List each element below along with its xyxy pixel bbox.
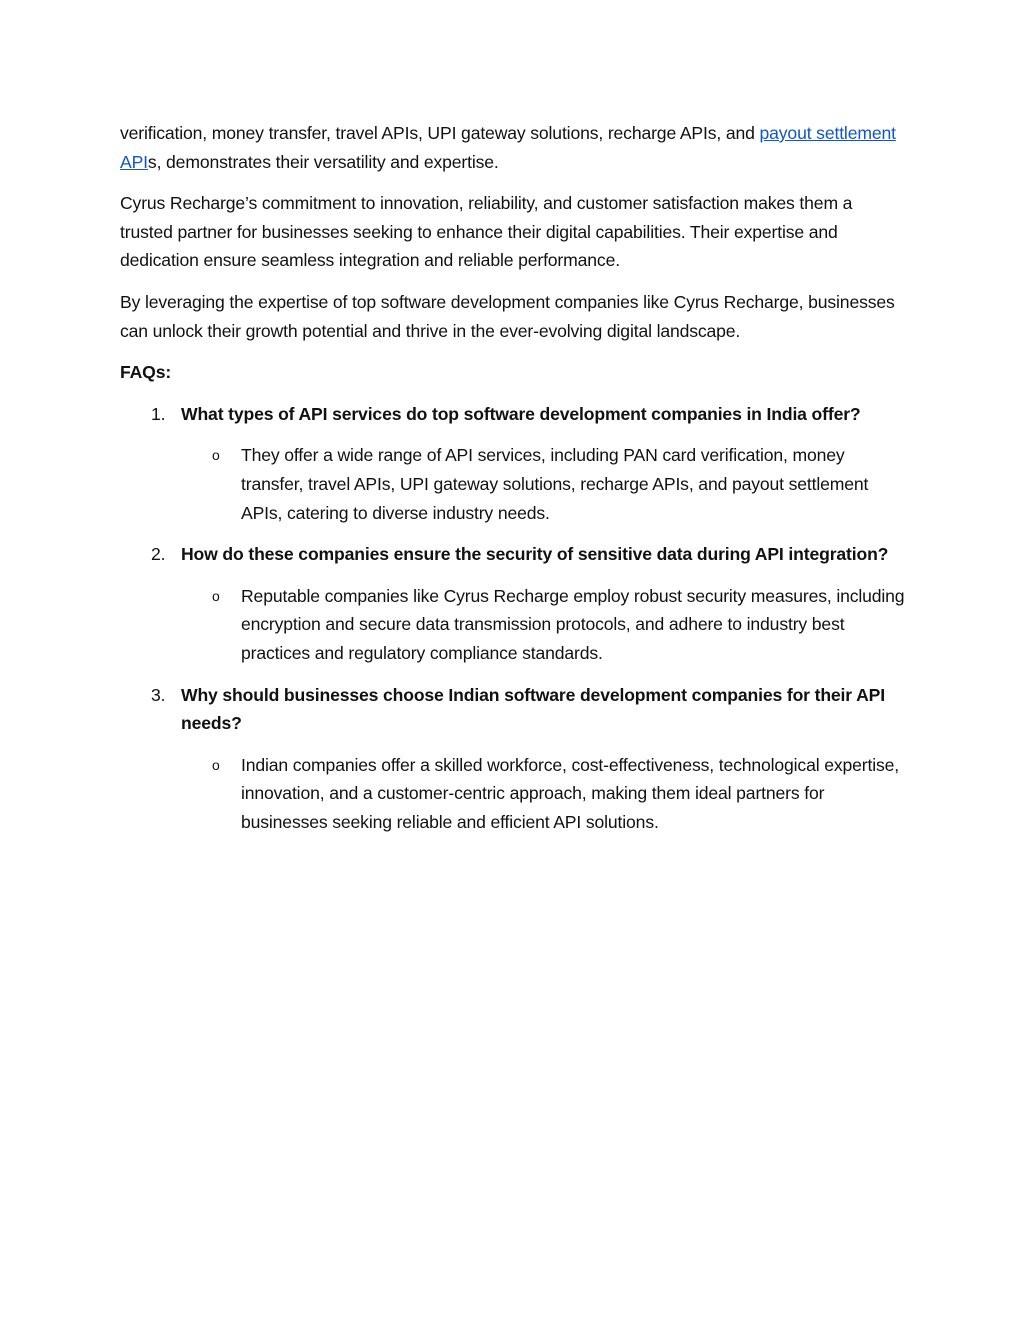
faq-answer-2 xyxy=(120,582,906,668)
faq-number-3: 3. xyxy=(151,684,166,705)
bullet-icon: o xyxy=(212,756,220,773)
faq-answer-1 xyxy=(120,441,906,527)
document-body xyxy=(120,119,906,849)
faq-list xyxy=(120,400,906,837)
leveraging-paragraph: By leveraging the expertise of top software development companies like Cyrus Recharge, businesses can unlock their growth potential and thrive in the ever-evolving digital landscape. xyxy=(120,291,895,341)
faq-answer-3 xyxy=(120,751,906,837)
faq-number-1: 1. xyxy=(151,403,166,424)
faq-answer-text-2: Reputable companies like Cyrus Recharge employ robust security measures, including encryption and secure data transmission protocols, and adhere to industry best practices and regulatory compliance standards. xyxy=(241,585,905,663)
bullet-icon: o xyxy=(212,587,220,604)
faq-answer-text-1: They offer a wide range of API services, including PAN card verification, money transfer, travel APIs, UPI gateway solutions, recharge APIs, and payout settlement APIs, catering to diverse industry needs. xyxy=(241,445,869,523)
intro-text-before-link: verification, money transfer, travel APIs, UPI gateway solutions, recharge APIs, and xyxy=(120,123,760,143)
bullet-icon: o xyxy=(212,447,220,464)
faq-answer-text-3: Indian companies offer a skilled workforce, cost-effectiveness, technological expertise, innovation, and a customer-centric approach, making them ideal partners for businesses seeking reliable and efficient API solutions. xyxy=(241,754,899,832)
intro-paragraph xyxy=(120,119,906,176)
faq-number-2: 2. xyxy=(151,544,166,565)
faq-question-text-3: Why should businesses choose Indian software development companies for their API needs? xyxy=(181,684,885,734)
faq-question-1 xyxy=(120,400,906,429)
faq-question-3 xyxy=(120,681,906,738)
faq-question-2 xyxy=(120,540,906,569)
intro-text-after-link: s, demonstrates their versatility and expertise. xyxy=(147,151,499,172)
payout-settlement-api-link[interactable]: payout settlement API xyxy=(120,123,896,172)
faq-question-text-1: What types of API services do top software development companies in India offer? xyxy=(181,403,861,424)
faq-heading: FAQs: xyxy=(120,362,172,383)
commitment-paragraph: Cyrus Recharge’s commitment to innovation, reliability, and customer satisfaction makes them a trusted partner for businesses seeking to enhance their digital capabilities. Their expertise and dedication ensure seamless integration and reliable performance. xyxy=(120,193,853,271)
faq-question-text-2: How do these companies ensure the security of sensitive data during API integration? xyxy=(181,544,889,565)
